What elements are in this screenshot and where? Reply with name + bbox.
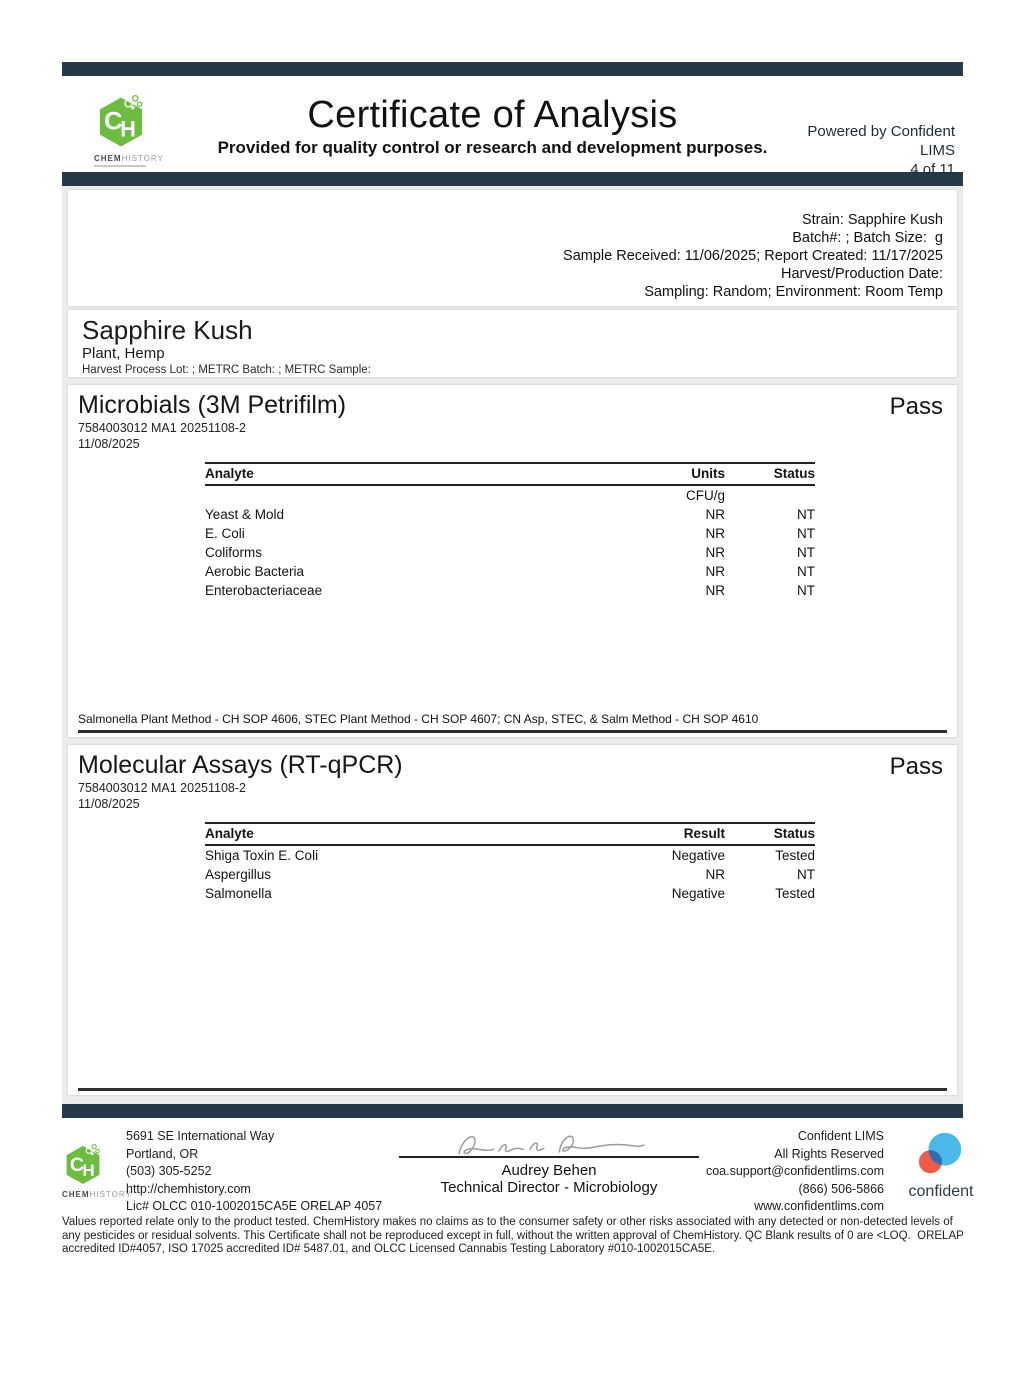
lab-address-city: Portland, OR [126,1146,199,1161]
method-footnote: Salmonella Plant Method - CH SOP 4606, STEC Plant Method - CH SOP 4607; CN Asp, STEC, & Salm Method - CH SOP 4610 [78,712,759,726]
logo-letter-c: C [104,107,123,136]
table-row [205,524,815,543]
molecular-header-row [205,823,815,845]
chemhistory-hexagon-icon [62,1142,104,1188]
logo-letter-h: H [82,1161,95,1181]
table-row [205,543,815,562]
units-cell: NR [705,526,725,541]
status-cell: NT [797,867,815,882]
status-cell: NT [797,545,815,560]
lims-name: Confident LIMS [797,1129,884,1143]
column-header-analyte: Analyte [205,823,595,845]
logo-wordmark-chem: CHEM [62,1190,90,1199]
analyte-cell: Enterobacteriaceae [205,583,323,598]
table-row [205,562,815,581]
document-footer [62,1118,984,1213]
analyte-cell: Shiga Toxin E. Coli [205,848,319,863]
chemhistory-hexagon-icon [94,92,148,152]
units-row [205,485,815,505]
signature-line [399,1156,699,1158]
analyte-cell: Salmonella [205,886,272,901]
batch-line: Batch#: ; Batch Size: g [792,230,943,246]
table-row [205,845,815,865]
result-cell: Negative [671,848,725,863]
units-value: CFU/g [685,488,725,503]
chemhistory-logo [62,76,212,172]
status-cell: NT [797,526,815,541]
logo-letter-c: C [69,1153,85,1176]
molecular-sample-id: 7584003012 MA1 20251108-2 [78,781,246,795]
table-row [205,505,815,524]
lims-phone: (866) 506-5866 [798,1181,884,1196]
sample-info-card [68,190,957,306]
page-subtitle: Provided for quality control or research and development purposes. [217,137,768,157]
microbials-title: Microbials (3M Petrifilm) [78,391,347,419]
molecular-table [205,822,815,903]
status-cell: Tested [775,886,815,901]
molecular-title: Molecular Assays (RT-qPCR) [78,751,403,779]
footer-chemhistory-logo [62,1126,132,1206]
units-cell: NR [705,507,725,522]
section-bottom-rule [78,1083,947,1091]
top-divider-bar [62,62,963,76]
result-cell: NR [705,867,725,882]
molecular-date: 11/08/2025 [78,797,140,811]
sample-title-card [68,310,957,377]
lims-email-link[interactable]: coa.support@confidentlims.com [705,1164,884,1178]
microbials-status-badge: Pass [889,393,943,420]
footer-divider-bar [62,1104,963,1118]
microbials-sample-id: 7584003012 MA1 20251108-2 [78,421,246,435]
table-row [205,884,815,903]
logo-wordmark-history: HISTORY [89,1190,132,1199]
document-body [62,186,963,1104]
units-cell: NR [705,583,725,598]
column-header-units: Units [595,463,725,485]
table-row [205,581,815,600]
page-number: 4 of 11 [910,161,955,178]
sample-name: Sapphire Kush [82,315,253,345]
logo-wordmark-history: HISTORY [121,154,164,163]
result-cell: Negative [671,886,725,901]
logo-wordmark [94,154,212,163]
microbials-section [68,385,957,737]
molecular-status-badge: Pass [889,753,943,780]
column-header-status: Status [725,463,815,485]
logo-tagline-rule [94,165,146,167]
confident-wordmark: confident [908,1183,974,1200]
microbials-table [205,462,815,600]
lab-phone: (503) 305-5252 [126,1164,212,1178]
logo-wordmark [62,1190,132,1199]
logo-letter-h: H [120,116,136,142]
microbials-header-row [205,463,815,485]
sample-matrix: Plant, Hemp [82,345,165,362]
sampling-line: Sampling: Random; Environment: Room Temp [644,284,943,300]
sample-metrc-line: Harvest Process Lot: ; METRC Batch: ; METRC Sample: [82,364,371,376]
analyte-cell: Aerobic Bacteria [205,564,305,579]
microbials-date: 11/08/2025 [78,437,140,451]
column-header-result: Result [595,823,725,845]
document-header [62,76,963,178]
analyte-cell: Yeast & Mold [205,507,285,522]
table-row [205,865,815,884]
signer-title: Technical Director - Microbiology [440,1179,658,1196]
signature-image [429,1126,669,1164]
column-header-status: Status [725,823,815,845]
disclaimer-text: Values reported relate only to the product tested. ChemHistory makes no claims as to the consumer safety or other risks associated with any detected or non-detected levels of any pesticides or residual solvents. This Certificate shall not be reproduced except in full, without the written approval of ChemHistory. QC Blank results of 0 are <LOQ. ORELAP accredited ID#4057, ISO 17025 accredited ID# 5487.01, and OLCC Licensed Cannabis Testing Laboratory #010-1002015CA5E. [62,1216,967,1255]
column-header-analyte: Analyte [205,463,595,485]
lab-website-link[interactable]: http://chemhistory.com [126,1181,251,1196]
units-cell: NR [705,545,725,560]
molecular-assays-section [68,745,957,1095]
strain-line: Strain: Sapphire Kush [801,212,943,228]
analyte-cell: Aspergillus [205,867,272,882]
analyte-cell: Coliforms [205,545,263,560]
lab-address-street: 5691 SE International Way [126,1129,275,1143]
confident-circles-icon [912,1130,970,1180]
page-title: Certificate of Analysis [307,94,678,137]
lims-website-link[interactable]: www.confidentlims.com [754,1199,884,1213]
status-cell: Tested [775,848,815,863]
analyte-cell: E. Coli [205,526,245,541]
units-cell: NR [705,564,725,579]
powered-by-label: Powered by Confident LIMS [807,123,955,159]
status-cell: NT [797,507,815,522]
logo-wordmark-chem: CHEM [94,154,122,163]
received-line: Sample Received: 11/06/2025; Report Created: 11/17/2025 [563,248,943,264]
lims-rights: All Rights Reserved [774,1146,884,1161]
status-cell: NT [797,583,815,598]
signer-name: Audrey Behen [501,1162,597,1179]
confident-logo [898,1126,984,1201]
status-cell: NT [797,564,815,579]
lab-license: Lic# OLCC 010-1002015CA5E ORELAP 4057 [126,1199,383,1213]
harvest-line: Harvest/Production Date: [781,266,943,282]
